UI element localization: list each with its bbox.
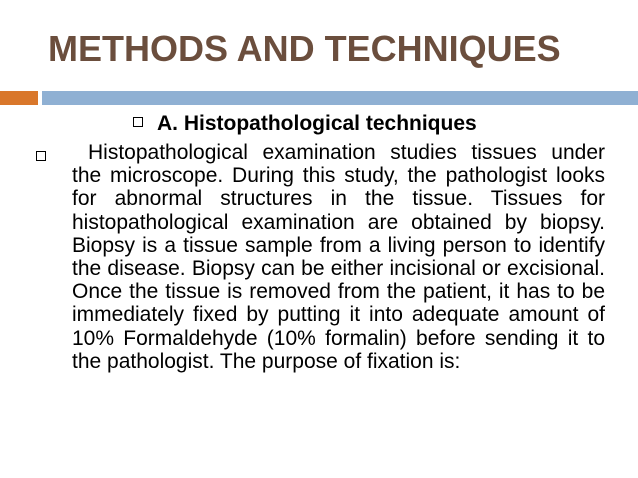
accent-bar-orange [0,91,38,105]
body-paragraph: Histopathological examination studies tissues under the microscope. During this study, the pathologist looks for abnormal structures in the tissue. Tissues for histopathological examination are obtained by biopsy. Biopsy is a tissue sample from a living person to identify the disease. Biopsy can be either incisional or excisional. Once the tissue is removed from the patient, it has to be immediately fixed by putting it into adequate amount of 10% Formaldehyde (10% formalin) before sending it to the pathologist. The purpose of fixation is: [72,141,605,373]
slide-title: METHODS AND TECHNIQUES [48,28,561,69]
accent-bar-blue [42,91,638,105]
square-bullet-icon [36,151,46,161]
subheading-row [133,112,477,136]
subheading-text: A. Histopathological techniques [157,112,477,135]
square-bullet-icon [133,117,143,127]
